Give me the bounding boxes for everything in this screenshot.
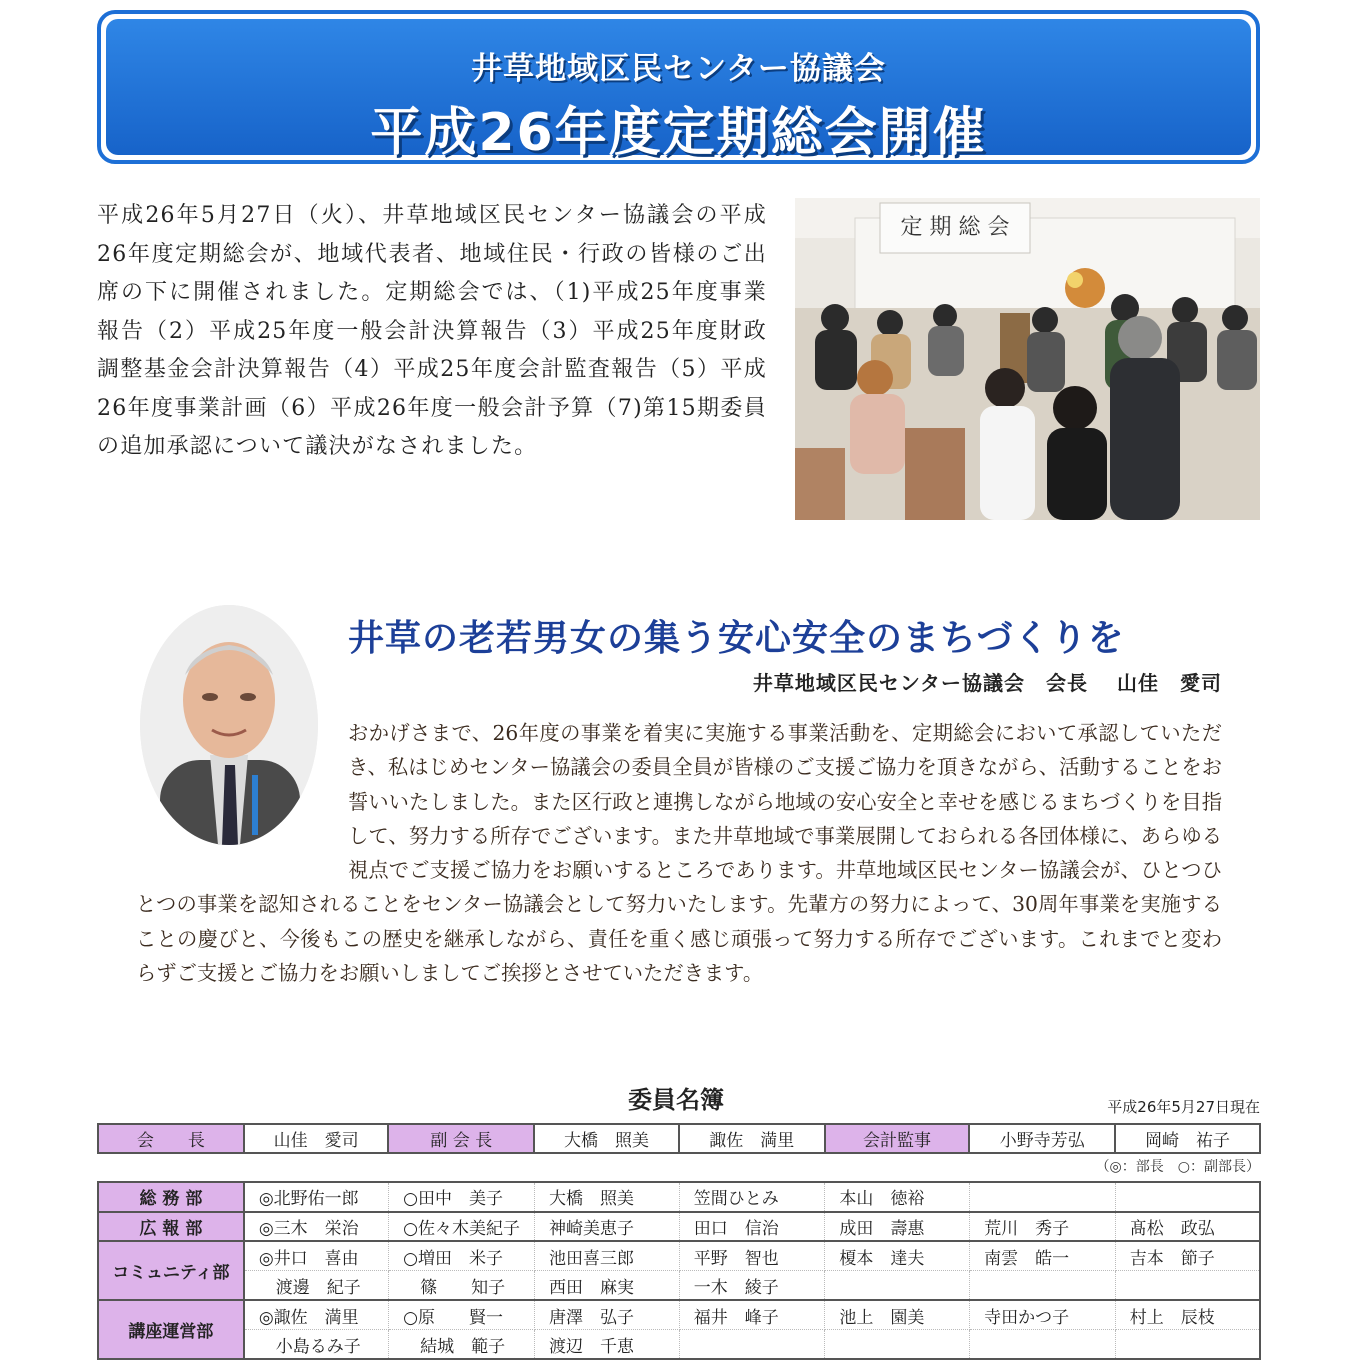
banner-title: 平成26年度定期総会開催 xyxy=(370,103,987,163)
dept-name-cell: 広 報 部 xyxy=(98,1212,244,1242)
member-cell xyxy=(1115,1330,1260,1360)
member-cell: ○田中 美子 xyxy=(389,1182,535,1212)
dept-name-cell: コミュニティ部 xyxy=(98,1241,244,1300)
dept-row xyxy=(98,1300,1260,1330)
member-cell: 田口 信治 xyxy=(679,1212,825,1242)
member-cell xyxy=(825,1271,970,1301)
member-cell: 渡邊 紀子 xyxy=(244,1271,389,1301)
message-text: おかげさまで、26年度の事業を着実に実施する事業活動を、定期総会において承認していただき、私はじめセンター協議会の委員全員が皆様のご支援ご協力を頂きながら、活動することをお誓いいたしました。また区行政と連携しながら地域の安心安全と幸せを感じるまちづくりを目指して、努力する所存でございます。また井草地域で事業展開しておられる各団体様に、あらゆる視点でご支援ご協力をお願いするところであります。井草地域区民センター協議会が、ひとつひとつの事業を認知されることをセンター協議会として努力いたします。先輩方の努力によって、30周年事業を実施することの慶びと、今後もこの歴史を継承しながら、責任を重く感じ頑張って努力する所存でございます。これまでと変わらずご支援とご協力をお願いしましてご挨拶とさせていただきます。 xyxy=(136,721,1222,986)
officer-role-cell: 副 会 長 xyxy=(388,1124,534,1153)
member-cell: ◎諏佐 満里 xyxy=(244,1300,389,1330)
member-cell: 髙松 政弘 xyxy=(1115,1212,1260,1242)
member-cell: ○増田 米子 xyxy=(389,1241,535,1271)
member-cell: 一木 綾子 xyxy=(679,1271,825,1301)
member-cell: 吉本 節子 xyxy=(1115,1241,1260,1271)
header-banner-inner xyxy=(106,19,1251,163)
member-cell: 西田 麻実 xyxy=(535,1271,680,1301)
dept-row xyxy=(98,1330,1260,1360)
member-cell: 村上 辰枝 xyxy=(1115,1300,1260,1330)
member-cell xyxy=(1115,1271,1260,1301)
meeting-photo xyxy=(795,198,1260,520)
officers-row xyxy=(98,1124,1260,1153)
officer-name-cell: 山佳 愛司 xyxy=(244,1124,389,1153)
dept-name-cell: 講座運営部 xyxy=(98,1300,244,1359)
member-cell: 成田 壽惠 xyxy=(825,1212,970,1242)
member-cell: 寺田かつ子 xyxy=(970,1300,1116,1330)
member-cell: ○原 賢一 xyxy=(389,1300,535,1330)
officer-name-cell: 大橋 照美 xyxy=(534,1124,679,1153)
officer-name-cell: 諏佐 満里 xyxy=(679,1124,825,1153)
intro-paragraph: 平成26年5月27日（火）、井草地域区民センター協議会の平成26年度定期総会が、地域代表者、地域住民・行政の皆様のご出席の下に開催されました。定期総会では、（1)平成25年度事業報告（2）平成25年度一般会計決算報告（3）平成25年度財政調整基金会計決算報告（4）平成25年度会計監査報告（5）平成26年度事業計画（6）平成26年度一般会計予算（7)第15期委員の追加承認について議決がなされました。 xyxy=(97,203,767,459)
roster-title: 委員名簿 xyxy=(628,1086,724,1114)
departments-table xyxy=(97,1181,1261,1360)
message-author: 井草地域区民センター協議会 会長 山佳 愛司 xyxy=(752,671,1222,695)
dept-row xyxy=(98,1241,1260,1271)
member-cell: 池田喜三郎 xyxy=(535,1241,680,1271)
roster-legend: （◎：部長 ○：副部長） xyxy=(1095,1159,1260,1175)
member-cell: 平野 智也 xyxy=(679,1241,825,1271)
officers-table xyxy=(97,1123,1261,1154)
roster-date: 平成26年5月27日現在 xyxy=(1107,1098,1260,1116)
member-cell: 唐澤 弘子 xyxy=(535,1300,680,1330)
member-cell: 結城 範子 xyxy=(389,1330,535,1360)
member-cell: 渡辺 千恵 xyxy=(535,1330,680,1360)
photo-banner-text: 定 期 総 会 xyxy=(900,215,1010,240)
header-banner xyxy=(97,10,1260,164)
member-cell: 福井 峰子 xyxy=(679,1300,825,1330)
dept-row xyxy=(98,1271,1260,1301)
member-cell: ◎三木 栄治 xyxy=(244,1212,389,1242)
member-cell: 荒川 秀子 xyxy=(970,1212,1116,1242)
member-cell: 笠間ひとみ xyxy=(679,1182,825,1212)
meeting-photo-illustration xyxy=(795,198,1260,520)
officer-role-cell: 会 長 xyxy=(98,1124,244,1153)
member-cell: ○佐々木美紀子 xyxy=(389,1212,535,1242)
member-cell: ◎井口 喜由 xyxy=(244,1241,389,1271)
dept-name-cell: 総 務 部 xyxy=(98,1182,244,1212)
member-cell: 本山 徳裕 xyxy=(825,1182,970,1212)
member-cell xyxy=(970,1271,1116,1301)
member-cell xyxy=(679,1330,825,1360)
member-cell xyxy=(970,1330,1116,1360)
officer-name-cell: 岡崎 祐子 xyxy=(1115,1124,1260,1153)
message-body xyxy=(136,716,1222,990)
member-cell: 小島るみ子 xyxy=(244,1330,389,1360)
dept-row xyxy=(98,1182,1260,1212)
member-cell: 榎本 達夫 xyxy=(825,1241,970,1271)
member-cell xyxy=(970,1182,1116,1212)
member-cell xyxy=(825,1330,970,1360)
officer-role-cell: 会計監事 xyxy=(825,1124,970,1153)
member-cell: ◎北野佑一郎 xyxy=(244,1182,389,1212)
officer-name-cell: 小野寺芳弘 xyxy=(969,1124,1115,1153)
member-cell: 池上 園美 xyxy=(825,1300,970,1330)
dept-row xyxy=(98,1212,1260,1242)
message-title: 井草の老若男女の集う安心安全のまちづくりを xyxy=(348,618,1125,659)
member-cell: 南雲 皓一 xyxy=(970,1241,1116,1271)
banner-subtitle: 井草地域区民センター協議会 xyxy=(471,51,886,87)
message-float-spacer xyxy=(136,716,348,854)
member-cell: 篠 知子 xyxy=(389,1271,535,1301)
member-cell xyxy=(1115,1182,1260,1212)
member-cell: 神崎美恵子 xyxy=(535,1212,680,1242)
member-cell: 大橋 照美 xyxy=(535,1182,680,1212)
